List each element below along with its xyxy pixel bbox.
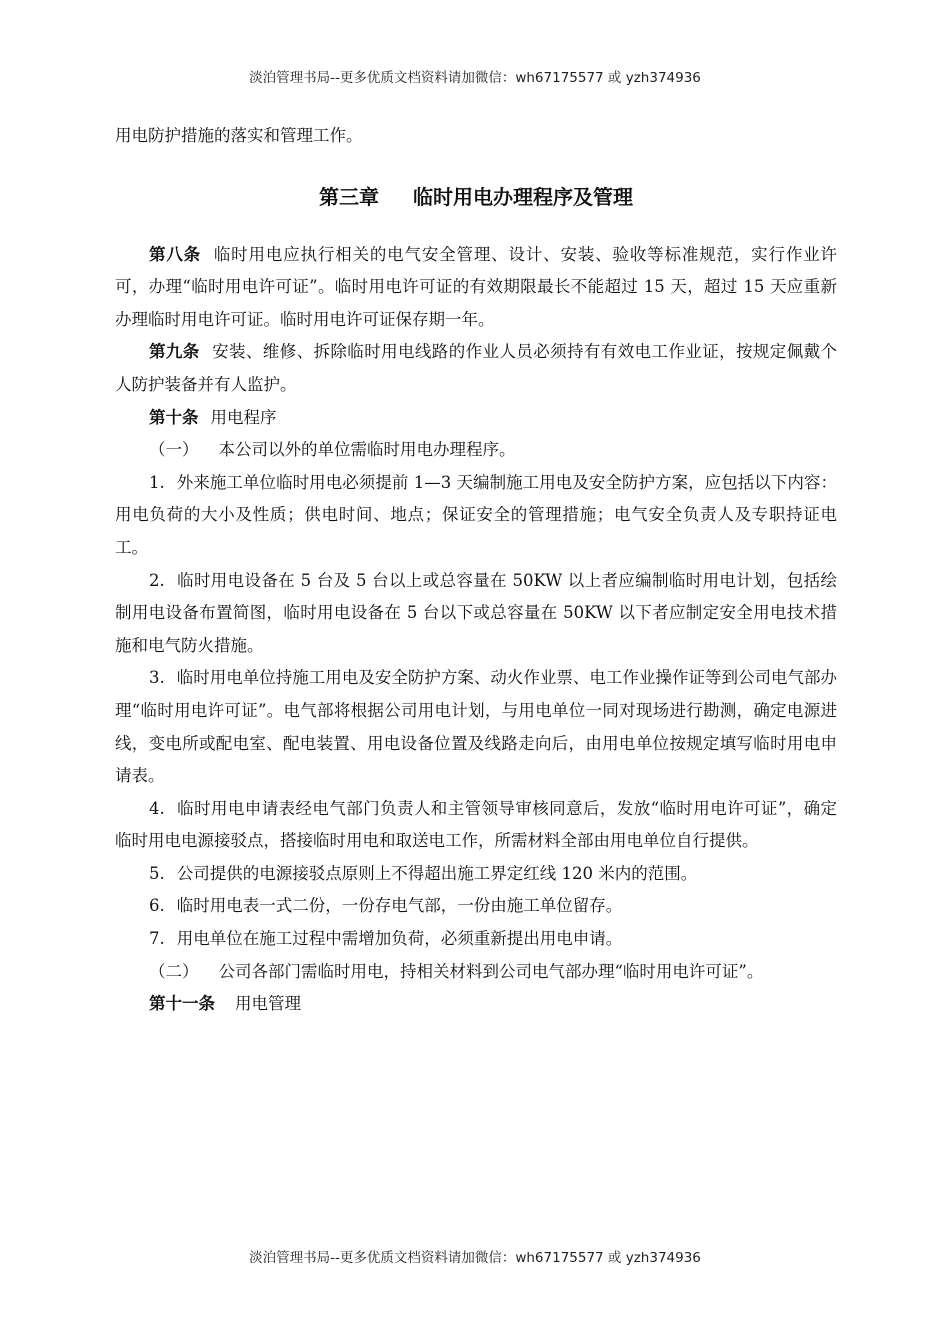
document-body bbox=[115, 120, 837, 1021]
article-9-text: 安装、维修、拆除临时用电线路的作业人员必须持有有效电工作业证，按规定佩戴个人防护装备并有人监护。 bbox=[115, 342, 838, 394]
list-item-text: 临时用电单位持施工用电及安全防护方案、动火作业票、电工作业操作证等到公司电气部办理“临时用电许可证”。电气部将根据公司用电计划，与用电单位一同对现场进行勘测，确定电源进线，变电所或配电室、配电装置、用电设备位置及线路走向后，由用电单位按规定填写临时用电申请表。 bbox=[115, 668, 837, 786]
article-9-label: 第九条 bbox=[149, 342, 200, 362]
list-item-text: 临时用电设备在 5 台及 5 台以上或总容量在 50KW 以上者应编制临时用电计划，包括绘制用电设备布置简图，临时用电设备在 5 台以下或总容量在 50KW 以下者应制定安全用电技术措施和电气防火措施。 bbox=[115, 570, 837, 655]
list-item-number: 2. bbox=[149, 570, 165, 590]
article-11-text: 用电管理 bbox=[235, 994, 301, 1014]
article-10-label: 第十条 bbox=[149, 407, 199, 427]
page-footer: 淡泊管理书局--更多优质文档资料请加微信：wh67175577 或 yzh374936 bbox=[249, 1250, 701, 1266]
list-item-text: 用电单位在施工过程中需增加负荷，必须重新提出用电申请。 bbox=[176, 929, 623, 949]
list-item bbox=[115, 662, 837, 792]
list-item bbox=[115, 858, 837, 891]
section-1-marker: （一） bbox=[149, 440, 199, 460]
article-10-text: 用电程序 bbox=[210, 407, 277, 427]
list-item-number: 4. bbox=[149, 798, 165, 818]
list-item-text: 公司提供的电源接驳点原则上不得超出施工界定红线 120 米内的范围。 bbox=[176, 863, 698, 883]
list-item-number: 5. bbox=[149, 863, 165, 883]
list-item-text: 临时用电表一式二份，一份存电气部，一份由施工单位留存。 bbox=[176, 896, 623, 916]
article-8-label: 第八条 bbox=[149, 244, 201, 264]
list-item-text: 临时用电申请表经电气部门负责人和主管领导审核同意后，发放“临时用电许可证”，确定临时用电电源接驳点，搭接临时用电和取送电工作，所需材料全部由用电单位自行提供。 bbox=[115, 798, 837, 851]
list-item bbox=[115, 565, 837, 663]
list-item-number: 6. bbox=[149, 896, 165, 916]
article-9 bbox=[115, 336, 837, 401]
article-8 bbox=[115, 239, 837, 337]
page-header: 淡泊管理书局--更多优质文档资料请加微信：wh67175577 或 yzh374936 bbox=[249, 70, 701, 86]
list-item-text: 外来施工单位临时用电必须提前 1—3 天编制施工用电及安全防护方案，应包括以下内容：用电负荷的大小及性质；供电时间、地点；保证安全的管理措施；电气安全负责人及专职持证电工。 bbox=[115, 472, 837, 557]
list-item bbox=[115, 923, 837, 956]
section-2 bbox=[115, 956, 837, 989]
list-item bbox=[115, 467, 837, 565]
chapter-number: 第三章 bbox=[319, 184, 379, 209]
article-11-label: 第十一条 bbox=[149, 994, 215, 1014]
article-10 bbox=[115, 402, 837, 435]
chapter-heading bbox=[115, 181, 837, 213]
list-item-number: 1. bbox=[149, 472, 165, 492]
section-1 bbox=[115, 434, 837, 467]
article-8-text: 临时用电应执行相关的电气安全管理、设计、安装、验收等标准规范，实行作业许可，办理“临时用电许可证”。临时用电许可证的有效期限最长不能超过 15 天，超过 15 天应重新办理临时用电许可证。临时用电许可证保存期一年。 bbox=[115, 244, 837, 329]
section-2-text: 公司各部门需临时用电，持相关材料到公司电气部办理“临时用电许可证”。 bbox=[218, 961, 764, 981]
intro-line: 用电防护措施的落实和管理工作。 bbox=[115, 126, 363, 145]
section-1-text: 本公司以外的单位需临时用电办理程序。 bbox=[218, 440, 516, 460]
list-item bbox=[115, 793, 837, 858]
list-item-number: 7. bbox=[149, 929, 165, 949]
list-item bbox=[115, 890, 837, 923]
article-11 bbox=[115, 988, 837, 1021]
list-item-number: 3. bbox=[149, 668, 165, 688]
chapter-title: 临时用电办理程序及管理 bbox=[413, 184, 633, 209]
section-2-marker: （二） bbox=[149, 961, 199, 981]
